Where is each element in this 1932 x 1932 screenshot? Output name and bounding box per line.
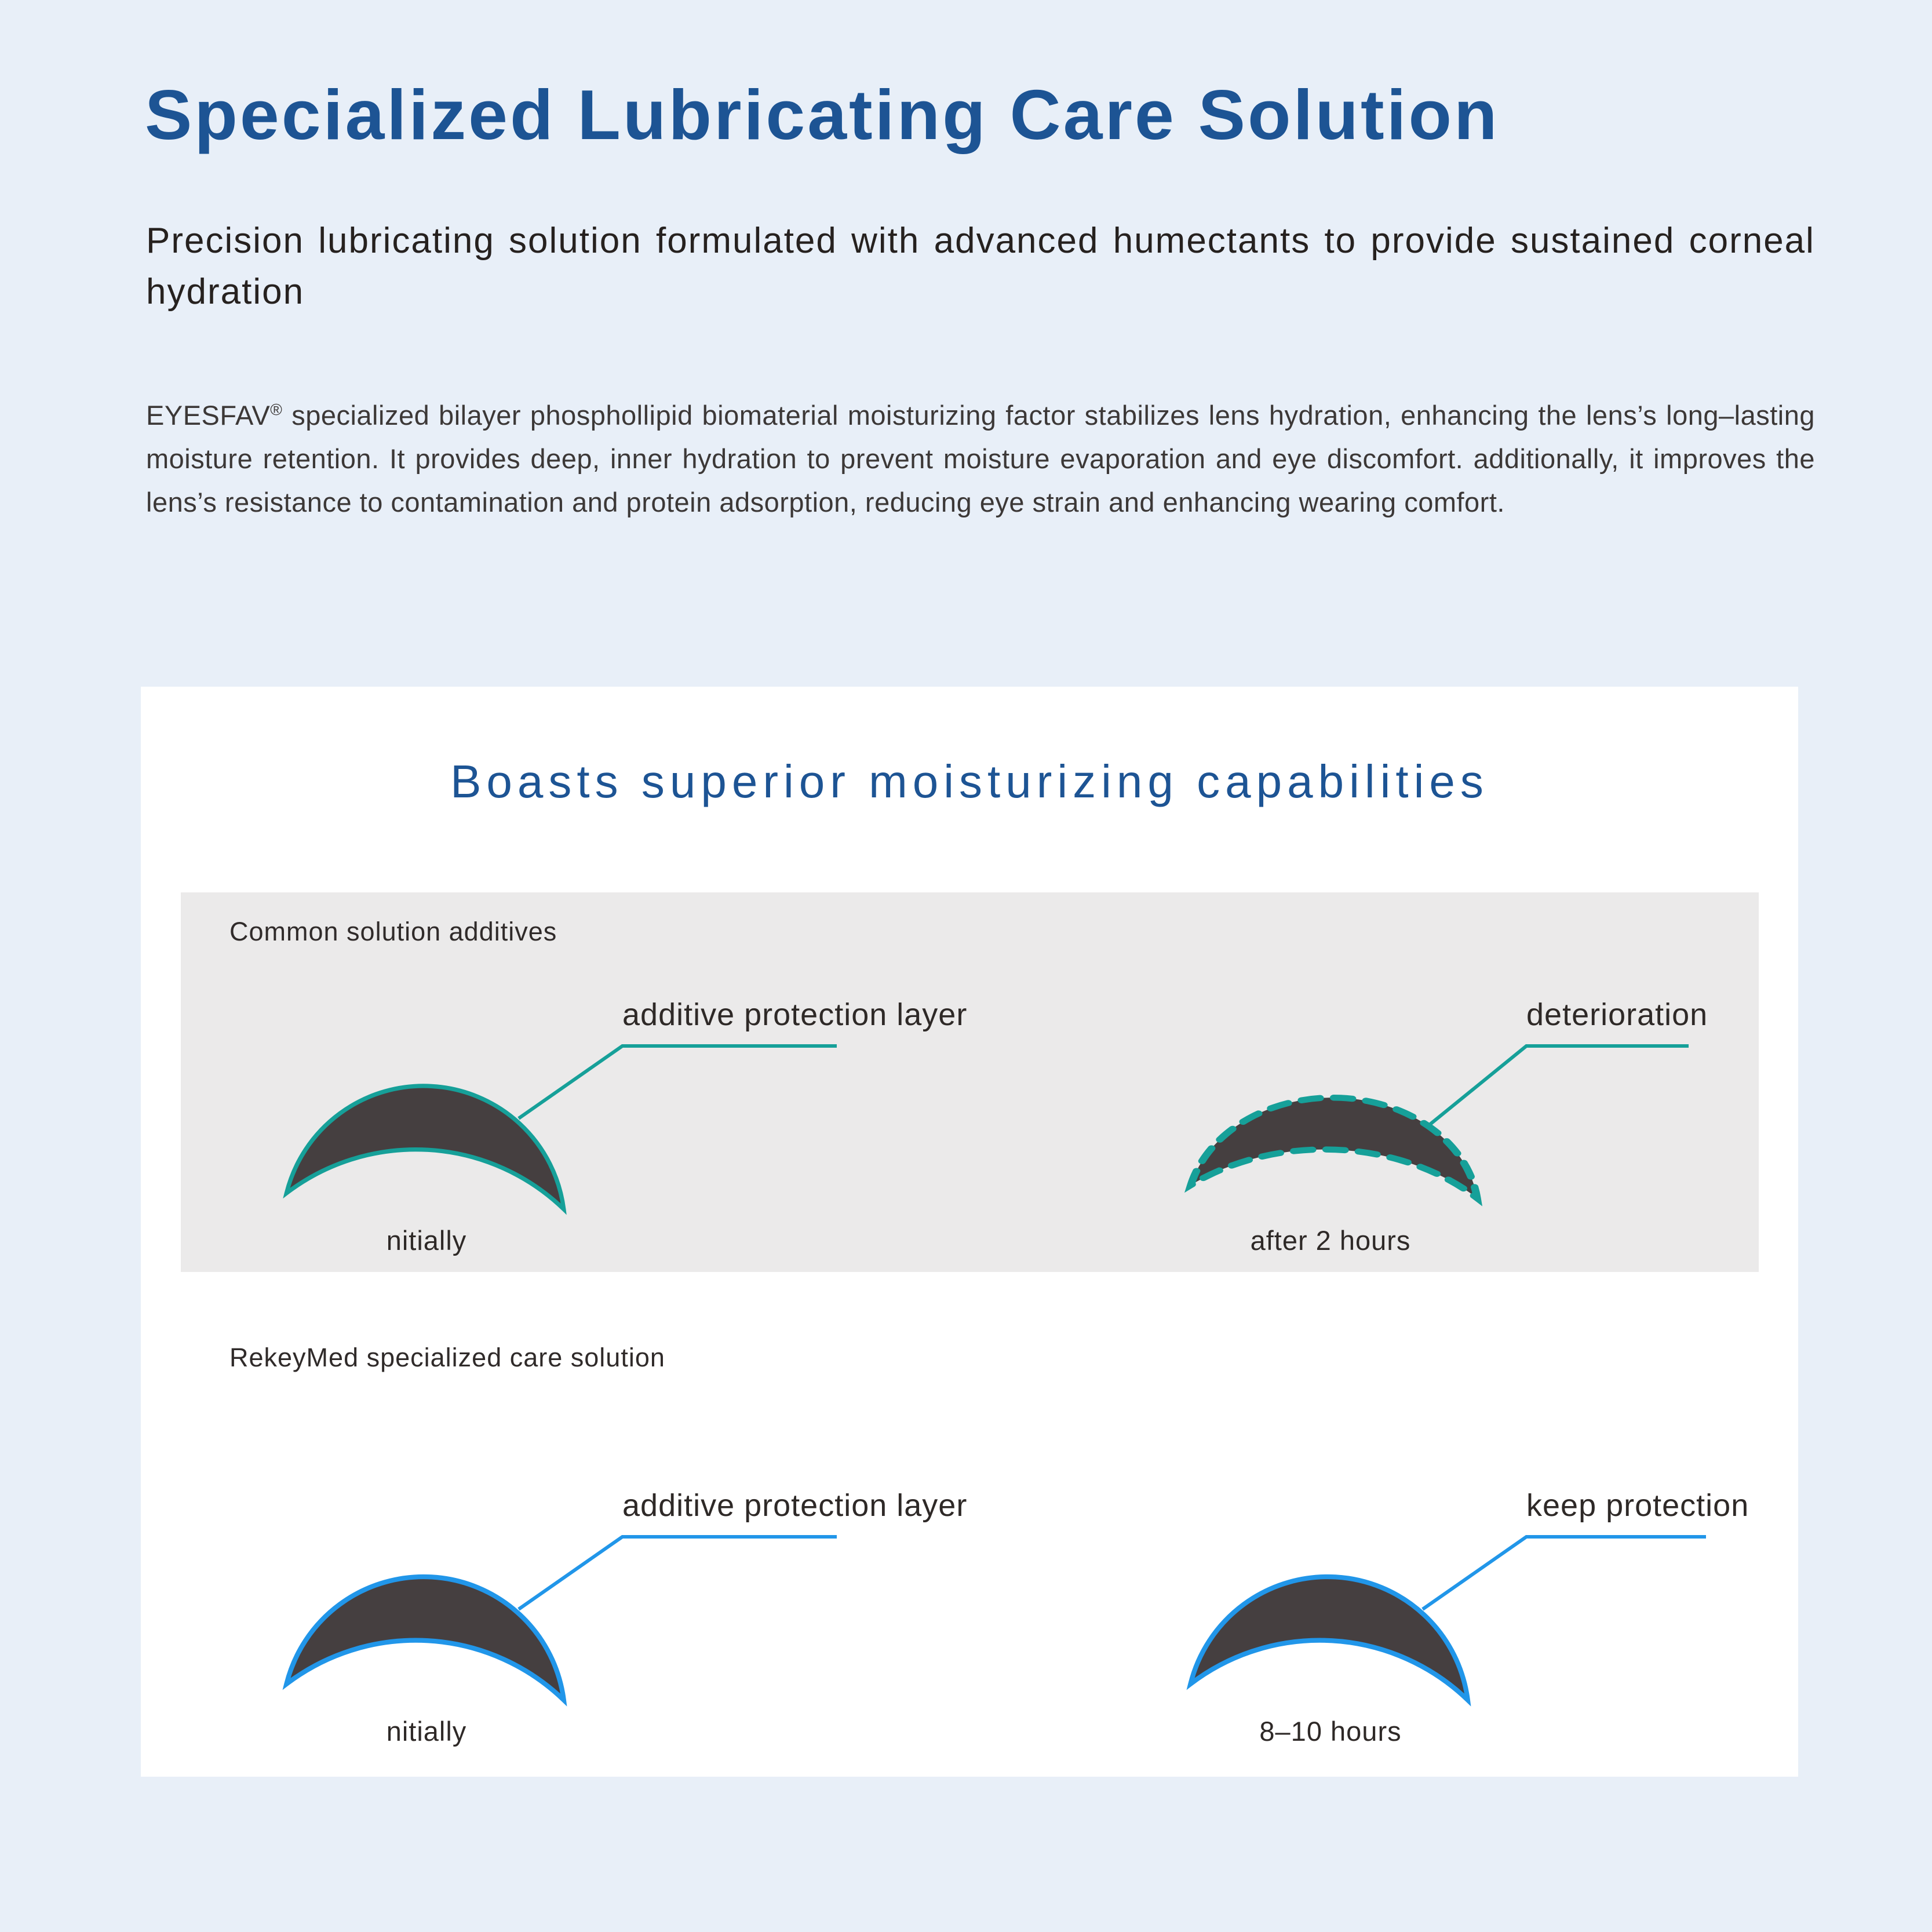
figure-caption: after 2 hours <box>1250 1225 1411 1256</box>
lens-figure-additive-initial-rekeymed <box>251 1438 1028 1763</box>
card-title: Boasts superior moisturizing capabilities <box>450 756 1489 807</box>
rekeymed-figures <box>228 1438 1759 1763</box>
lens-figure-keep-protection <box>964 1438 1749 1763</box>
page-description <box>146 393 1815 524</box>
figure-caption: 8–10 hours <box>1259 1716 1402 1747</box>
description-text: specialized bilayer phosphollipid biomaterial moisturizing factor stabilizes lens hydration, enhancing the lens’s long–lasting moisture retention. It provides deep, inner hydration to prevent moisture evaporation and eye discomfort. additionally, it improves the lens’s resistance to contamination and protein adsorption, reducing eye strain and enhancing wearing comfort. <box>146 400 1815 518</box>
lens-diagram-icon <box>251 1438 1028 1763</box>
page-subtitle: Precision lubricating solution formulated with advanced humectants to provide sustained corneal hydration <box>146 221 1815 312</box>
registered-trademark-mark: ® <box>270 400 283 419</box>
page-title: Specialized Lubricating Care Solution <box>145 75 1500 154</box>
rekeymed-label: RekeyMed specialized care solution <box>229 1343 665 1372</box>
figure-caption: nitially <box>386 1225 467 1256</box>
moisturizing-comparison-card <box>141 687 1798 1777</box>
figure-caption: nitially <box>386 1716 467 1747</box>
callout-label: additive protection layer <box>622 997 968 1032</box>
rekeymed-section <box>181 1342 1759 1763</box>
common-additives-panel <box>181 892 1759 1272</box>
callout-label: additive protection layer <box>622 1488 968 1523</box>
lens-diagram-icon <box>251 947 1028 1272</box>
lens-figure-additive-initial <box>251 947 1028 1272</box>
lens-diagram-icon <box>964 1438 1741 1763</box>
lens-diagram-dashed-icon <box>964 947 1741 1272</box>
common-additives-label: Common solution additives <box>229 917 557 946</box>
common-additives-figures <box>228 947 1759 1272</box>
callout-label: deterioration <box>1526 997 1708 1032</box>
callout-label: keep protection <box>1526 1488 1749 1523</box>
lens-figure-deterioration <box>964 947 1741 1272</box>
brand-name: EYESFAV <box>146 400 271 431</box>
